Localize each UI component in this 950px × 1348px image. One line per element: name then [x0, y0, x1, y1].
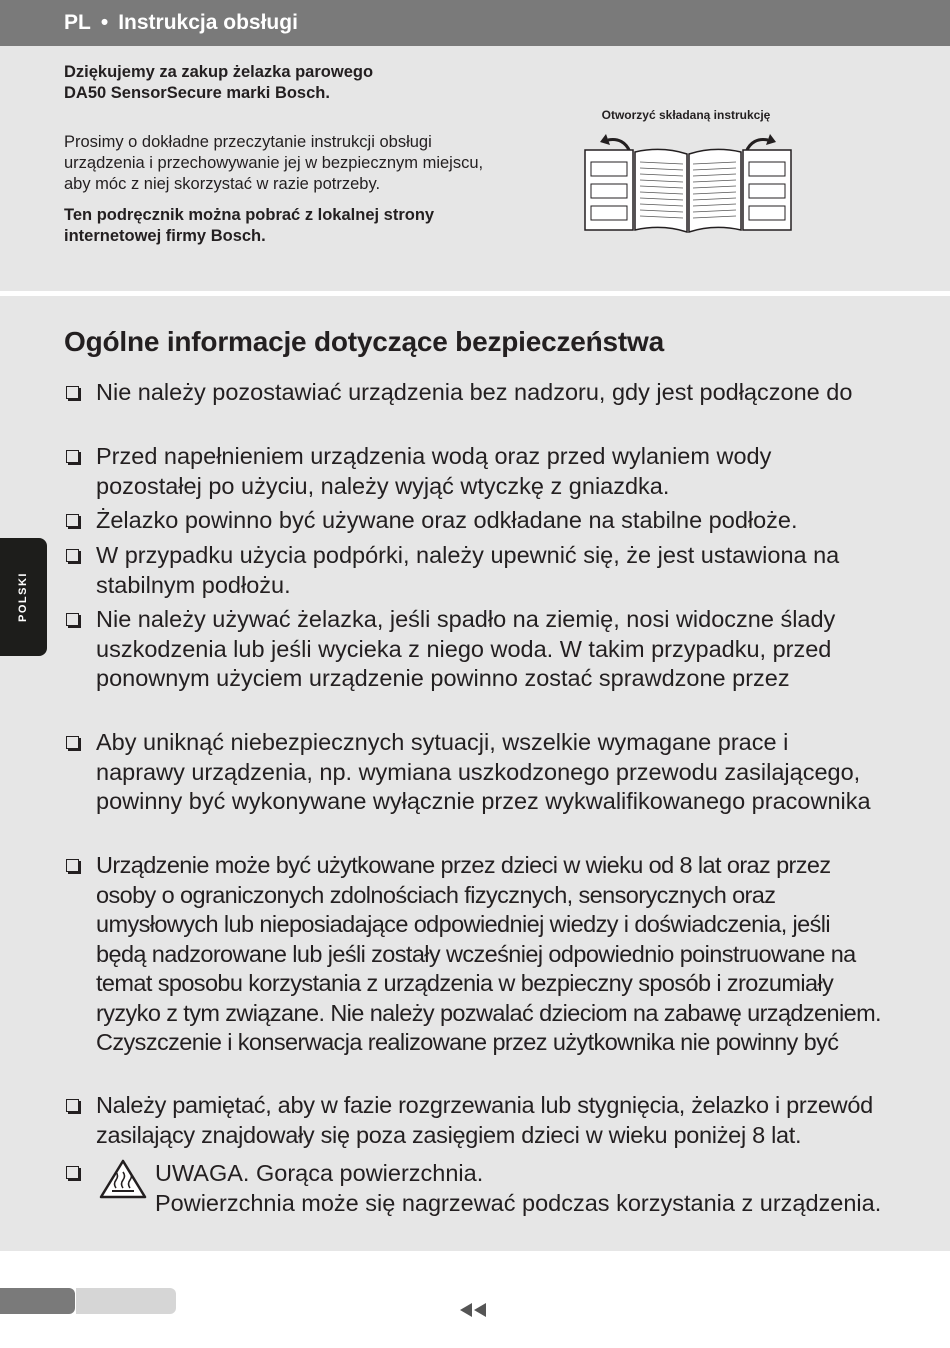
page-header — [0, 0, 950, 46]
checkbox-bullet-icon — [66, 549, 79, 562]
list-item-text: Należy pamiętać, aby w fazie rozgrzewania lub stygnięcia, żelazko i przewód zasilający znajdowały się poza zasięgiem dzieci w wieku poniżej 8 lat. — [96, 1092, 873, 1148]
intro-thanks: Dziękujemy za zakup żelazka parowego DA50 SensorSecure marki Bosch. — [64, 63, 374, 102]
checkbox-bullet-icon — [66, 514, 79, 527]
warning-description: Powierzchnia może się nagrzewać podczas korzystania z urządzenia. — [155, 1190, 882, 1216]
hot-surface-warning — [64, 1158, 924, 1228]
page-progress-track — [76, 1288, 176, 1314]
list-item — [64, 728, 904, 817]
double-arrow-left-icon[interactable] — [460, 1302, 488, 1318]
list-item-text: Aby uniknąć niebezpiecznych sytuacji, wszelkie wymagane prace i naprawy urządzenia, np. wymiana uszkodzonego przewodu zasilającego, powinny być wykonywane wyłącznie przez wykwalifikowanego pracownika — [96, 729, 871, 814]
page-progress-bar — [0, 1288, 75, 1314]
list-item — [64, 506, 904, 536]
list-item — [64, 1091, 904, 1150]
list-item-text: Żelazko powinno być używane oraz odkładane na stabilne podłoże. — [96, 507, 798, 533]
list-item-text: Nie należy używać żelazka, jeśli spadło na ziemię, nosi widoczne ślady uszkodzenia lub jeśli wycieka z niego woda. W takim przypadku, przed ponownym użyciem urządzenie powinno zostać sprawdzone przez — [96, 606, 836, 691]
safety-section — [0, 296, 950, 1251]
safety-heading: Ogólne informacje dotyczące bezpieczeństwa — [64, 326, 664, 357]
side-tab-label: POLSKI — [17, 572, 29, 622]
list-item — [64, 378, 904, 408]
list-item-text: W przypadku użycia podpórki, należy upewnić się, że jest ustawiona na stabilnym podłożu. — [96, 542, 840, 598]
checkbox-bullet-icon — [66, 386, 79, 399]
hot-surface-warning-icon — [98, 1158, 148, 1200]
header-title: Instrukcja obsługi — [118, 11, 298, 34]
warning-text-block — [155, 1158, 935, 1218]
language-side-tab — [0, 538, 47, 656]
checkbox-bullet-icon — [66, 736, 79, 749]
figure-label: Otworzyć składaną instrukcję — [601, 108, 771, 122]
list-item — [64, 851, 904, 1058]
list-item — [64, 541, 904, 600]
open-manual-icon — [578, 126, 798, 236]
header-separator: • — [100, 11, 109, 34]
header-lang: PL — [64, 11, 91, 34]
intro-section — [0, 46, 950, 291]
intro-download: Ten podręcznik można pobrać z lokalnej strony internetowej firmy Bosch. — [64, 206, 435, 245]
list-item-text: Przed napełnieniem urządzenia wodą oraz przed wylaniem wody pozostałej po użyciu, należy wyjąć wtyczkę z gniazdka. — [96, 443, 772, 499]
checkbox-bullet-icon — [66, 1099, 79, 1112]
list-item — [64, 442, 904, 501]
checkbox-bullet-icon — [66, 859, 79, 872]
list-item — [64, 605, 904, 694]
checkbox-bullet-icon — [66, 613, 79, 626]
list-item-text: Urządzenie może być użytkowane przez dzieci w wieku od 8 lat oraz przez osoby o ograniczonych zdolnościach fizycznych, sensorycznych oraz umysłowych lub nieposiadające odpowiedniej wiedzy i doświadczenia, jeśli będą nadzorowane lub jeśli zostały wcześniej odpowiednio poinstruowane na temat sposobu korzystania z urządzenia w bezpieczny sposób i zrozumiały ryzyko z tym związane. Nie należy pozwalać dzieciom na zabawę urządzeniem. Czyszczenie i konserwacja realizowane przez użytkownika nie powinny być — [96, 852, 881, 1055]
checkbox-bullet-icon — [66, 1166, 79, 1179]
list-item-text: Nie należy pozostawiać urządzenia bez nadzoru, gdy jest podłączone do — [96, 379, 853, 405]
intro-read-notice: Prosimy o dokładne przeczytanie instrukcji obsługi urządzenia i przechowywanie jej w bezpiecznym miejscu, aby móc z niej skorzystać w razie potrzeby. — [64, 133, 484, 193]
checkbox-bullet-icon — [66, 450, 79, 463]
warning-title: UWAGA. Gorąca powierzchnia. — [155, 1160, 484, 1186]
